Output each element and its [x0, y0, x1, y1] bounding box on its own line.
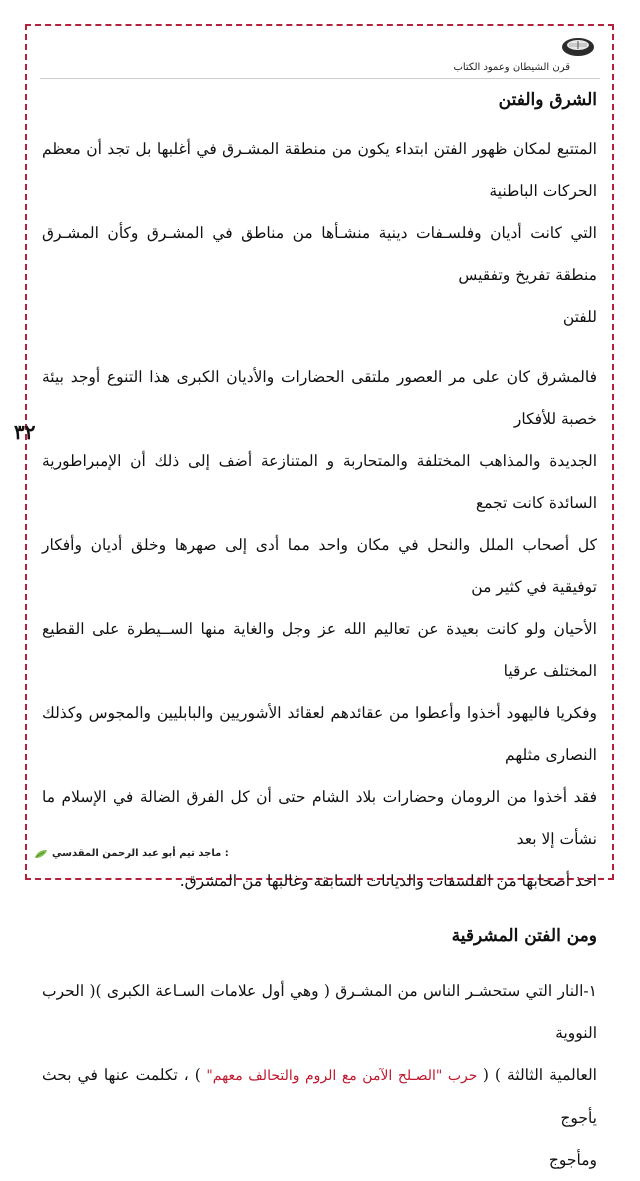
paragraph-line: الجديدة والمذاهب المختلفة والمتحاربة و المتنازعة أضف إلى ذلك أن الإمبراطورية السائدة كانت تجمع: [42, 452, 597, 512]
paragraph-line: للفتن: [562, 308, 597, 326]
page-number: ٣٢: [14, 420, 36, 444]
highlighted-text: حرب "الصـلح الآمن مع الروم والتحالف معهم": [200, 1068, 483, 1084]
section-heading-east: الشرق والفتن: [498, 90, 597, 110]
paragraph-line: الأحيان ولو كانت بعيدة عن تعاليم الله عز وجل والغاية منها الســيطرة على القطيع المختلف عرقيا: [42, 620, 597, 680]
page-content: [42, 84, 597, 1181]
leaf-icon: [34, 849, 48, 859]
paragraph-line: التي كانت أديان وفلسـفات دينية منشـأها من مناطق في المشـرق وكأن المشـرق منطقة تفريخ وتفقيس: [42, 224, 597, 284]
author-name: : ماجد تيم أبو عبد الرحمن المقدسي: [52, 848, 229, 859]
list-item-line: [42, 1054, 597, 1139]
paragraph-line: المتتبع لمكان ظهور الفتن ابتداء يكون من منطقة المشـرق في أغلبها بل تجد أن معظم الحركات الباطنية: [42, 140, 597, 200]
paragraph-line: كل أصحاب الملل والنحل في مكان واحد مما أدى إلى صهرها وخلق أديان وأفكار توفيقية في كثير من: [42, 536, 597, 596]
list-item-line: ١-النار التي ستحشـر الناس من المشـرق ( وهي أول علامات السـاعة الكبرى )( الحرب النووية: [42, 982, 597, 1042]
footer-author: [34, 848, 229, 859]
paragraph-line: فالمشرق كان على مر العصور ملتقى الحضارات والأديان الكبرى هذا التنوع أوجد بيئة خصبة للأفكار: [42, 368, 597, 428]
paragraph-line: وفكريا فاليهود أخذوا وأعطوا من عقائدهم لعقائد الأشوريين والبابليين والمجوس وكذلك النصارى مثلهم: [42, 704, 597, 764]
paragraph-line: فقد أخذوا من الرومان وحضارات بلاد الشام حتى أن كل الفرق الضالة في الإسلام ما نشأت إلا بعد: [42, 788, 597, 848]
list-item-text: العالمية الثالثة ) (: [482, 1066, 597, 1084]
section-heading-eastern-fitan: ومن الفتن المشرقية: [451, 926, 597, 946]
paragraph-line: اخذ أصحابها من الفلسفات والديانات السابقة وغالبها من المشرق.: [179, 872, 597, 890]
book-title: قرن الشيطان وعمود الكتاب: [453, 62, 570, 73]
list-item-line: ومأجوج: [548, 1151, 597, 1169]
header-divider: [40, 78, 600, 79]
list-item-text: ) ، تكلمت عنها في بحث يأجوج: [42, 1066, 597, 1127]
book-logo-icon: [560, 34, 596, 58]
